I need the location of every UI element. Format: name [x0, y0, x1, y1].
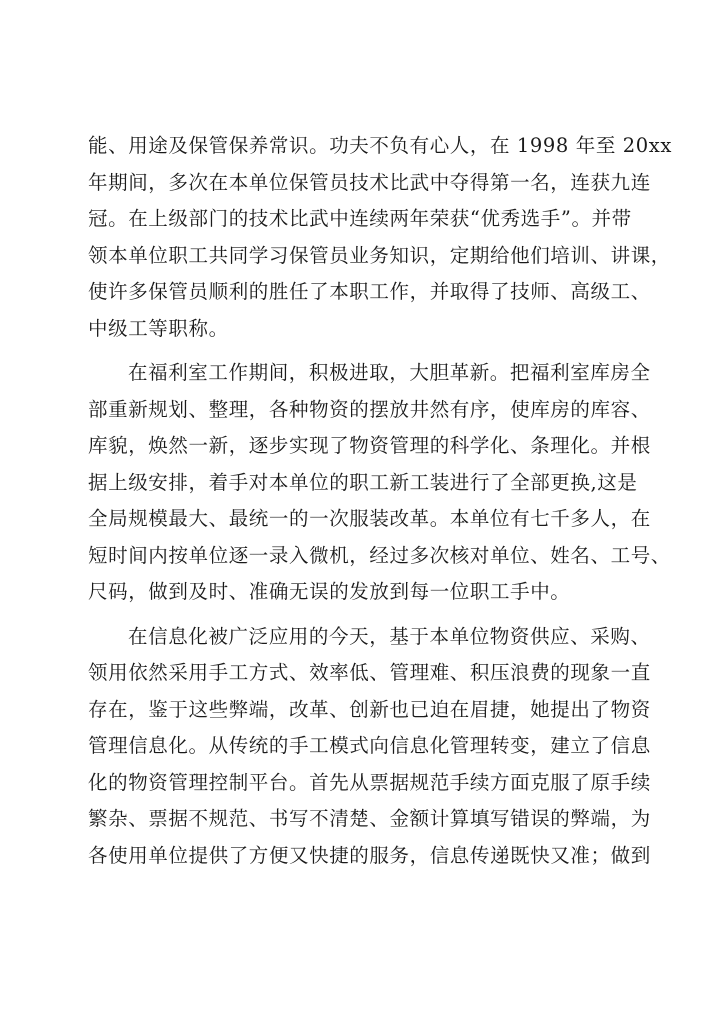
paragraph-gap	[88, 611, 648, 619]
text-line: 全局规模最大、最统一的一次服装改革。本单位有七千多人，在	[88, 507, 651, 530]
text-line: 存在，鉴于这些弊端，改革、创新也已迫在眉捷，她提出了物资	[88, 697, 651, 721]
text-line: 领用依然采用手工方式、效率低、管理难、积压浪费的现象一直	[88, 661, 651, 684]
text-line: 使许多保管员顺利的胜任了本职工作，并取得了技师、高级工、	[88, 280, 651, 303]
text-line: 年期间，多次在本单位保管员技术比武中夺得第一名，连获九连	[88, 170, 651, 194]
text-line: 中级工等职称。	[88, 316, 229, 340]
text-line: 短时间内按单位逐一录入微机，经过多次核对单位、姓名、工号、	[88, 543, 671, 567]
paragraph-1	[88, 128, 672, 347]
text-line: 管理信息化。从传统的手工模式向信息化管理转变，建立了信息	[88, 734, 651, 757]
text-line: 冠。在上级部门的技术比武中连续两年荣获“优秀选手”。并带	[88, 207, 632, 230]
text-line: 能、用途及保管保养常识。功夫不负有心人，在 1998 年至 20xx	[88, 134, 672, 157]
document-body	[88, 128, 672, 874]
text-line: 在信息化被广泛应用的今天，基于本单位物资供应、采购、	[128, 624, 651, 648]
paragraph-2	[88, 355, 671, 611]
text-line: 各使用单位提供了方便又快捷的服务，信息传递既快又准；做到	[88, 843, 651, 867]
text-line: 领本单位职工共同学习保管员业务知识，定期给他们培训、讲课，	[88, 243, 671, 267]
text-line: 繁杂、票据不规范、书写不清楚、金额计算填写错误的弊端，为	[88, 807, 651, 830]
text-line: 化的物资管理控制平台。首先从票据规范手续方面克服了原手续	[88, 770, 651, 794]
text-line: 据上级安排，着手对本单位的职工新工装进行了全部更换,这是	[88, 470, 638, 494]
paragraph-gap	[88, 347, 648, 355]
text-line: 库貌，焕然一新，逐步实现了物资管理的科学化、条理化。并根	[88, 434, 651, 457]
text-line: 在福利室工作期间，积极进取，大胆革新。把福利室库房全	[128, 361, 651, 384]
paragraph-3	[88, 619, 651, 875]
text-line: 尺码，做到及时、准确无误的发放到每一位职工手中。	[88, 580, 571, 603]
text-line: 部重新规划、整理，各种物资的摆放井然有序，使库房的库容、	[88, 397, 651, 421]
